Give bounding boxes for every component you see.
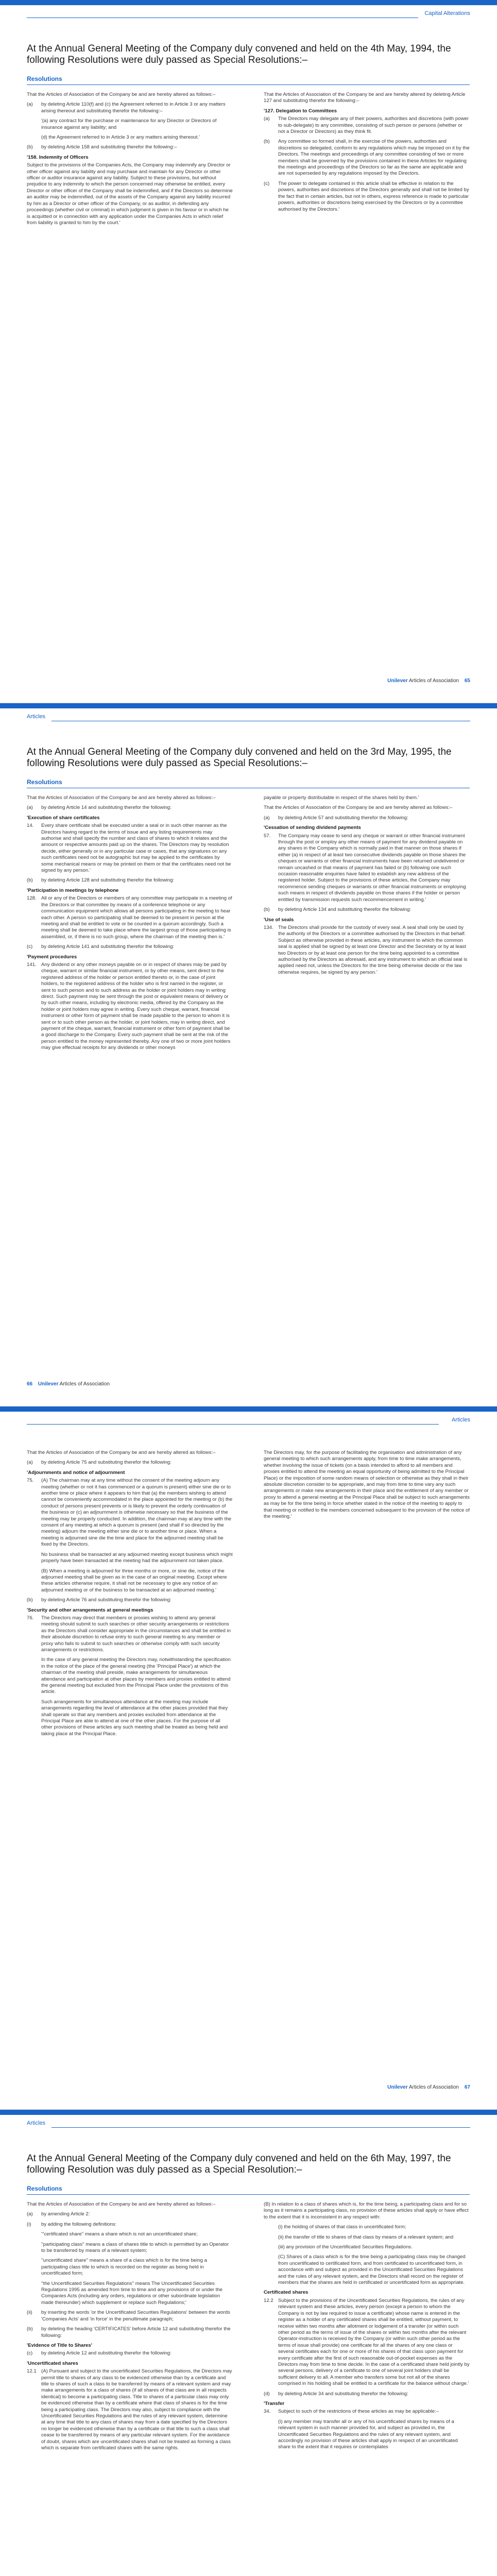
clause-item <box>264 833 470 903</box>
indented-paragraph: '''certificated share'' means a share which is not an uncertificated share; <box>41 2231 198 2238</box>
clause-item <box>27 2211 233 2217</box>
clause-heading: 'Security and other arrangements at general meetings <box>27 1607 153 1613</box>
paragraph: That the Articles of Association of the Company be and are hereby altered by deleting Article 127 and substituting therefor the following:– <box>264 92 466 104</box>
clause-item <box>264 139 470 177</box>
paragraph: (B) In relation to a class of shares which is, for the time being, a participating class and for so long as it remains a participating class, no provision of these articles shall apply or have effect to the extent that it is inconsistent in any respect with: <box>264 2201 469 2220</box>
right-column <box>264 1450 470 1523</box>
clause-text: by deleting Article 34 and substituting therefor the following: <box>278 2391 408 2397</box>
clause-label: (d) <box>264 2391 270 2397</box>
left-column <box>27 2201 233 2455</box>
paragraph: That the Articles of Association of the Company be and are hereby altered as follows:– <box>27 795 216 801</box>
page-68 <box>0 2110 497 2576</box>
page-65 <box>0 0 497 703</box>
clause-text: by deleting Article 128 and substituting therefor the following: <box>41 877 175 884</box>
right-column <box>264 92 470 216</box>
clause-label: (b) <box>27 877 33 884</box>
clause-item <box>264 925 470 976</box>
indented-paragraph: (i) any member may transfer all or any of his uncertificated shares by means of a relevant system in such manner provided for, and subject as provided in, the Uncertificated Securities Regulations and the rules of any relevant system, and accordingly no provision of these articles shall apply in respect of an uncertificated share to the extent that it requires or contemplates <box>278 2418 458 2450</box>
clause-item <box>27 1460 233 1466</box>
clause-text: by deleting Article 158 and substituting therefor the following:– <box>41 144 177 150</box>
indented-paragraph: (ii) the transfer of title to shares of that class by means of a relevant system; and <box>278 2234 454 2240</box>
indented-paragraph: '(a) any contract for the purchase or maintenance for any Director or Directors of insurance against any liability; and <box>41 118 217 130</box>
top-color-bar <box>0 0 497 5</box>
section-label: Capital Alterations <box>424 10 470 16</box>
left-column <box>27 795 233 1055</box>
indented-paragraph: ''the Uncertificated Securities Regulations'' means The Uncertificated Securities Regulations 1995 as amended from time to time and any provisions of or under the Companies Acts (including any orders, regulations or other subordinate legislation made thereunder) which supplement or replace such Regulations;' <box>41 2280 222 2306</box>
clause-item <box>27 2222 233 2228</box>
indented-paragraph: ''participating class'' means a class of shares title to which is permitted by an Operator to be transferred by means of a relevant system; <box>41 2241 229 2254</box>
clause-text: The Directors shall provide for the custody of every seal. A seal shall only be used by the authority of the Directors or a committee authorised by the Directors in that behalf. Subject as otherwise provided in these articles, any instrument to which the common seal is applied shall be signed by at least one Director and the Secretary or by at least two Directors or by at least one person for the time being appointed to a committee authorised by the Directors as aforesaid, and any instrument to which an official seal is applied need not, unless the Directors for the time being otherwise decide or the law otherwise requires, be signed by any person.' <box>278 924 468 975</box>
clause-item <box>264 181 470 213</box>
clause-label: 76. <box>27 1615 34 1621</box>
clause-label: (ii) <box>27 2310 32 2316</box>
section-label: Articles <box>27 2120 46 2126</box>
header-rule <box>52 2127 470 2128</box>
clause-item <box>27 805 233 811</box>
clause-text: by amending Article 2: <box>41 2211 90 2217</box>
clause-text: by deleting Article 75 and substituting therefor the following: <box>41 1460 172 1466</box>
clause-heading: 'Transfer <box>264 2400 285 2406</box>
paragraph: That the Articles of Association of the Company be and are hereby altered as follows:– <box>27 1450 216 1455</box>
clause-label: 34. <box>264 2409 271 2415</box>
clause-label: (a) <box>27 1460 33 1466</box>
top-color-bar <box>0 1406 497 1412</box>
right-column <box>264 2201 470 2454</box>
paragraph: Subject to the provisions of the Companies Acts, the Company may indemnify any Director or other officer against any liability and may purchase and maintain for any Director or other officer or auditor insurance against any liability. Subject to these provisions, but without prejudice to any indemnity to which the person concerned may otherwise be entitled, every Director or other officer of the Company shall be indemnified, and if the Directors so determine an auditor may be indemnified, out of the assets of the Company against any liability incurred by him as a Director or other officer of the Company, or as auditor, in defending any proceedings (whether civil or criminal) in which judgment is given in his favour or in which he is acquitted or in connection with any application under the Companies Acts in which relief from liability is granted to him by the court.' <box>27 162 233 226</box>
clause-item <box>27 962 233 1052</box>
clause-label: (a) <box>264 116 270 122</box>
clause-label: (b) <box>264 907 270 913</box>
section-label: Articles <box>27 714 46 720</box>
clause-text: Every share certificate shall be executed under a seal or in such other manner as the Directors having regard to the terms of issue and any listing requirements may authorise and shall specify the number and class of shares to which it relates and the amount or respective amounts paid up on the shares. The Directors may by resolution decide, either generally or in any particular case or cases, that any signatures on any such certificates need not be autographic but may be applied to the certificates by some mechanical means or may be printed on them or that the certificates need not be signed by any person.' <box>41 823 231 874</box>
page-footer <box>387 2084 470 2090</box>
page-footer <box>387 678 470 684</box>
indented-paragraph: In the case of any general meeting the Directors may, notwithstanding the specification in the notice of the place of the general meeting (the 'Principal Place') at which the chairman of the meeting shall preside, make arrangements for simultaneous attendance and participation at other places by members and proxies entitled to attend the general meeting but excluded from the Principal Place under the provisions of this article. <box>41 1657 231 1695</box>
clause-item <box>264 2409 470 2415</box>
clause-text: by deleting Article 134 and substituting therefor the following: <box>278 907 412 913</box>
footer-brand: Unilever <box>38 1381 59 1387</box>
page-number: 67 <box>464 2084 470 2090</box>
clause-item <box>264 2298 470 2387</box>
paragraph: That the Articles of Association of the Company be and are hereby altered as follows:– <box>264 805 453 811</box>
clause-item <box>27 2368 233 2451</box>
clause-label: (c) <box>27 944 33 950</box>
clause-item <box>27 1478 233 1548</box>
clause-heading: 'Payment procedures <box>27 954 77 960</box>
headline: At the Annual General Meeting of the Company duly convened and held on the 4th May, 1994, the following Resolutions were duly passed as Special Resolutions:– <box>27 43 451 65</box>
header-rule <box>27 1424 439 1425</box>
footer-text: Articles of Association <box>408 2084 459 2090</box>
clause-label: (b) <box>27 144 33 150</box>
page-number: 66 <box>27 1381 33 1387</box>
clause-text: by inserting the words 'or the Uncertificated Securities Regulations' between the words 'Companies Acts' and 'in force' in the penultimate paragraph; <box>41 2310 230 2322</box>
clause-label: (b) <box>264 139 270 145</box>
clause-label: (i) <box>27 2221 31 2227</box>
right-column <box>264 795 470 979</box>
clause-text: by deleting Article 110(f) and (c) the Agreement referred to in Article 3 or any matters arising thereout and substituting therefor the following:– <box>41 101 226 114</box>
clause-item <box>27 823 233 874</box>
paragraph: That the Articles of Association of the Company be and are hereby altered as follows:– <box>27 92 216 97</box>
indented-paragraph: (d) the Agreement referred to in Article 3 or any matters arising thereout.' <box>41 134 200 141</box>
clause-item <box>27 1597 233 1603</box>
clause-text: Any committee so formed shall, in the exercise of the powers, authorities and discretions so delegated, conform to any regulations which may be imposed on it by the Directors. The meetings and proceedings of any committee consisting of two or more members shall be governed by the provisions contained in these Articles for regulating the meetings and proceedings of the Directors so far as the same are applicable and are not superseded by any regulations imposed by the Directors. <box>278 139 470 177</box>
page-number: 65 <box>464 678 470 684</box>
clause-label: (b) <box>27 2326 33 2332</box>
clause-text: Subject to such of the restrictions of these articles as may be applicable:– <box>278 2409 439 2415</box>
clause-label: 14. <box>27 823 34 829</box>
left-column <box>27 1450 233 1741</box>
clause-item <box>27 944 233 950</box>
section-heading: Resolutions <box>27 2185 62 2192</box>
clause-heading: 'Participation in meetings by telephone <box>27 887 119 893</box>
clause-text: (A) The chairman may at any time without the consent of the meeting adjourn any meeting (whether or not it has commenced or a quorum is present) either sine die or to another time or place where it appears to him that (a) the members wishing to attend cannot be conveniently accommodated in the place appointed for the meeting or (b) the conduct of persons present prevents or is likely to prevent the orderly continuation of the business or (c) an adjournment is otherwise necessary so that the business of the meeting may be properly conducted. In addition, the chairman may at any time with the consent of any meeting at which a quorum is present (and shall if so directed by the meeting) adjourn the meeting either sine die or to another time or place. When a meeting is adjourned sine die the time and place for the adjourned meeting shall be fixed by the Directors. <box>41 1478 233 1548</box>
paragraph: The Directors may, for the purpose of facilitating the organisation and administration of any general meeting to which such arrangements apply, from time to time make arrangements, whether involving the issue of tickets (on a basis intended to afford to all members and proxies entitled to attend the meeting an equal opportunity of being admitted to the Principal Place) or the imposition of some random means of selection or otherwise as they shall in their absolute discretion consider to be appropriate, and may from time to time vary any such arrangements or make new arrangements in their place and the entitlement of any member or proxy to attend a general meeting at the Principal Place shall be subject to such arrangements as may be for the time being in force whether stated in the notice of the meeting to apply to that meeting or notified to the members concerned subsequent to the provision of the notice of the meeting.' <box>264 1450 470 1520</box>
indented-paragraph: Such arrangements for simultaneous attendance at the meeting may include arrangements regarding the level of attendance at the other places provided that they shall operate so that any members and proxies excluded from attendance at the Principal Place are able to attend at one of the other places. For the purpose of all other provisions of these articles any such meeting shall be treated as being held and taking place at the Principal Place. <box>41 1699 228 1737</box>
clause-text: by deleting Article 141 and substituting therefor the following: <box>41 944 175 950</box>
footer-brand: Unilever <box>387 678 408 684</box>
footer-text: Articles of Association <box>408 678 459 684</box>
section-heading: Resolutions <box>27 75 62 82</box>
clause-item <box>27 895 233 940</box>
page-66 <box>0 703 497 1406</box>
clause-item <box>27 2326 233 2339</box>
section-rule <box>27 2194 470 2195</box>
headline: At the Annual General Meeting of the Company duly convened and held on the 3rd May, 1995, the following Resolutions were duly passed as Special Resolutions:– <box>27 747 452 769</box>
clause-label: (b) <box>27 1597 33 1603</box>
clause-heading: 'Use of seals <box>264 917 294 923</box>
clause-text: The Company may cease to send any cheque or warrant or other financial instrument through the post or employ any other means of payment for any dividend payable on any shares in the Company which is normally paid in that manner on those shares if either (a) in respect of at least two consecutive dividends payable on those shares the cheques or warrants or other financial instruments have been returned undelivered or remain uncashed or that means of payment has failed or (b) following one such occasion reasonable enquiries have failed to establish any new address of the registered holder. Subject to the provisions of these articles, the Company may recommence sending cheques or warrants or other financial instruments or employing such means in respect of dividends payable on those shares if the holder or person entitled by transmission requests such recommencement in writing.' <box>278 833 466 903</box>
clause-label: (a) <box>27 2211 33 2217</box>
clause-heading: 'Evidence of Title to Shares' <box>27 2342 93 2348</box>
clause-text: Any dividend or any other moneys payable on or in respect of shares may be paid by cheque, warrant or similar financial instrument, or by other means, sent direct to the registered address of the holder or person entitled thereto or, in the case of joint holders, to the registered address of the holder who is first named in the register, or sent to such person and to such address as the holder or joint holders may in writing direct. Such payment may be sent through the post or equivalent means of delivery or by such other means, including by electronic media, offered by the Company as the holder or joint holders may agree in writing. Every such cheque, warrant, financial instrument or other form of payment shall be made payable to the person to whom it is sent or to such other person as the holder, or joint holders, may in writing direct, and payment of the cheque, warrant, financial instrument or other form of payment shall be a good discharge to the Company. Every such payment shall be sent at the risk of the person entitled to the money represented thereby. Any one of two or more joint holders may give effectual receipts for any dividends or other moneys <box>41 961 231 1051</box>
indented-paragraph: (iii) any provision of the Uncertificated Securities Regulations. <box>278 2244 413 2250</box>
indented-paragraph: (C) Shares of a class which is for the time being a participating class may be changed from uncertificated to certificated form, and from certificated to uncertificated form, in accordance with and subject as provided in the Uncertificated Securities Regulations and the rules of any relevant system, and the Directors shall record on the register of members that the shares are held in certificated or uncertificated form as appropriate. <box>278 2254 466 2286</box>
section-rule <box>27 84 470 85</box>
clause-label: (a) <box>27 805 33 811</box>
page-footer <box>27 1381 110 1387</box>
clause-label: 57. <box>264 833 271 839</box>
paragraph: payable or property distributable in respect of the shares held by them.' <box>264 795 419 801</box>
clause-label: 12.2 <box>264 2297 273 2303</box>
clause-item <box>264 116 470 135</box>
clause-text: Subject to the provisions of the Uncertificated Securities Regulations, the rules of any relevant system and these articles, every person (except a person to whom the Company is not by law required to issue a certificate) whose name is entered in the register as a holder of any certificated shares shall be entitled, without payment, to receive within two months after allotment or lodgement of a transfer (or within such other period as the terms of issue of the shares or within two months after the relevant Operator-instruction is received by the Company (or within such other period as the terms of issue shall provide) one certificate for all the shares of any one class or several certificates each for one or more of his shares of that class upon payment for every certificate after the first of such reasonable out-of-pocket expenses as the Directors may from time to time decide. In the case of a certificated share held jointly by several persons, delivery of a certificate to one of several joint holders shall be sufficient delivery to all. A member who transfers some but not all of the shares comprised in his holding shall be entitled to a certificate for the balance without charge.' <box>278 2297 470 2387</box>
indented-paragraph: No business shall be transacted at any adjourned meeting except business which might properly have been transacted at the meeting had the adjournment not taken place. <box>41 1551 233 1564</box>
indented-paragraph: (B) When a meeting is adjourned for three months or more, or sine die, notice of the adjourned meeting shall be given as in the case of an original meeting. Except where these articles otherwise require, it shall not be necessary to give any notice of an adjourned meeting or of the business to be transacted at an adjourned meeting.' <box>41 1568 227 1593</box>
clause-label: (a) <box>264 815 270 821</box>
clause-label: 75. <box>27 1478 34 1484</box>
clause-heading: Certificated shares <box>264 2290 309 2296</box>
indented-paragraph: (i) the holding of shares of that class in uncertificated form; <box>278 2224 406 2230</box>
clause-text: The Directors may delegate any of their powers, authorities and discretions (with power to sub-delegate) to any committee, consisting of such person or persons (whether or not a Director or Directors) as they think fit. <box>278 116 469 135</box>
clause-text: by deleting the heading 'CERTIFICATES' before Article 12 and substituting therefor the following: <box>41 2326 231 2338</box>
clause-text: by deleting Article 12 and substituting therefor the following: <box>41 2350 172 2357</box>
clause-label: 141. <box>27 961 37 968</box>
clause-text: The power to delegate contained in this article shall be effective in relation to the powers, authorities and discretions of the Directors generally and shall not be limited by the fact that in certain articles, but not in others, express reference is made to particular powers, authorities or discretions being exercised by the Directors or by a committee authorised by the Directors.' <box>278 180 469 212</box>
top-color-bar <box>0 2110 497 2115</box>
clause-label: (c) <box>27 2350 33 2357</box>
footer-brand: Unilever <box>387 2084 408 2090</box>
clause-item <box>27 877 233 884</box>
clause-heading: '158. Indemnity of Officers <box>27 154 89 160</box>
page-67 <box>0 1406 497 2110</box>
section-label: Articles <box>451 1417 470 1423</box>
paragraph: That the Articles of Association of the Company be and are hereby altered as follows:– <box>27 2201 216 2207</box>
clause-text: by deleting Article 57 and substituting therefor the following: <box>278 815 408 821</box>
clause-item <box>264 815 470 821</box>
clause-heading: 'Cessation of sending dividend payments <box>264 825 361 831</box>
section-heading: Resolutions <box>27 778 62 786</box>
headline: At the Annual General Meeting of the Company duly convened and held on the 6th May, 1997, the following Resolution was duly passed as a Special Resolution:– <box>27 2153 451 2175</box>
clause-item <box>264 907 470 913</box>
clause-heading: '127. Delegation to Committees <box>264 108 337 114</box>
clause-text: by adding the following definitions: <box>41 2221 117 2227</box>
top-color-bar <box>0 703 497 708</box>
clause-item <box>264 2391 470 2397</box>
clause-text: by deleting Article 14 and substituting therefor the following: <box>41 805 172 811</box>
clause-heading: 'Uncertificated shares <box>27 2360 78 2366</box>
indented-paragraph: ''uncertificated share'' means a share of a class which is for the time being a participating class title to which is recorded on the register as being held in uncertificated form; <box>41 2258 207 2277</box>
footer-text: Articles of Association <box>59 1381 110 1387</box>
clause-label: (c) <box>264 180 270 187</box>
clause-label: 128. <box>27 895 37 902</box>
clause-heading: 'Adjournments and notice of adjournment <box>27 1469 125 1476</box>
clause-item <box>27 101 233 114</box>
clause-label: (a) <box>27 101 33 108</box>
clause-item <box>27 144 233 150</box>
clause-text: The Directors may direct that members or proxies wishing to attend any general meeting should submit to such searches or other security arrangements or restrictions as the Directors shall consider appropriate in the circumstances and shall be entitled in their absolute discretion to refuse entry to such general meeting to any member or proxy who fails to submit to such searches or otherwise comply with such security arrangements or restrictions. <box>41 1615 231 1653</box>
clause-label: 134. <box>264 924 273 930</box>
clause-item <box>27 2310 233 2323</box>
clause-text: by deleting Article 76 and substituting therefor the following: <box>41 1597 172 1603</box>
clause-heading: 'Execution of share certificates <box>27 815 100 821</box>
clause-item <box>27 1615 233 1653</box>
clause-text: All or any of the Directors or members of any committee may participate in a meeting of the Directors or that committee by means of a conference telephone or any communication equipment which allows all persons participating in the meeting to hear each other. A person so participating shall be deemed to be present in person at the meeting and shall be entitled to vote or be counted in a quorum accordingly. Such a meeting shall be deemed to take place where the largest group of those participating is assembled, or, if there is no such group, where the chairman of the meeting then is.' <box>41 895 232 940</box>
clause-text: (A) Pursuant and subject to the uncertificated Securities Regulations, the Directors may permit title to shares of any class to be evidenced otherwise than by a certificate and title to shares of such a class to be transferred by means of a relevant system and may make arrangements for a class of shares (if all shares of that class are in all respects identical) to become a participating class. Title to shares of a particular class may only be evidenced otherwise than by a certificate where that class of shares is for the time being a participating class. The Directors may also, subject to compliance with the Uncertificated Securities Regulations and the rules of any relevant system, determine at any time that title to any class of shares may from a date specified by the Directors no longer be evidenced otherwise than by a certificate or that title to such a class shall cease to be transferred by means of any particular relevant system. For the avoidance of doubt, shares which are uncertificated shares shall not be treated as forming a class which is separate from certificated shares with the same rights. <box>41 2368 232 2451</box>
clause-label: 12.1 <box>27 2368 37 2375</box>
left-column <box>27 92 233 230</box>
clause-item <box>27 2350 233 2357</box>
